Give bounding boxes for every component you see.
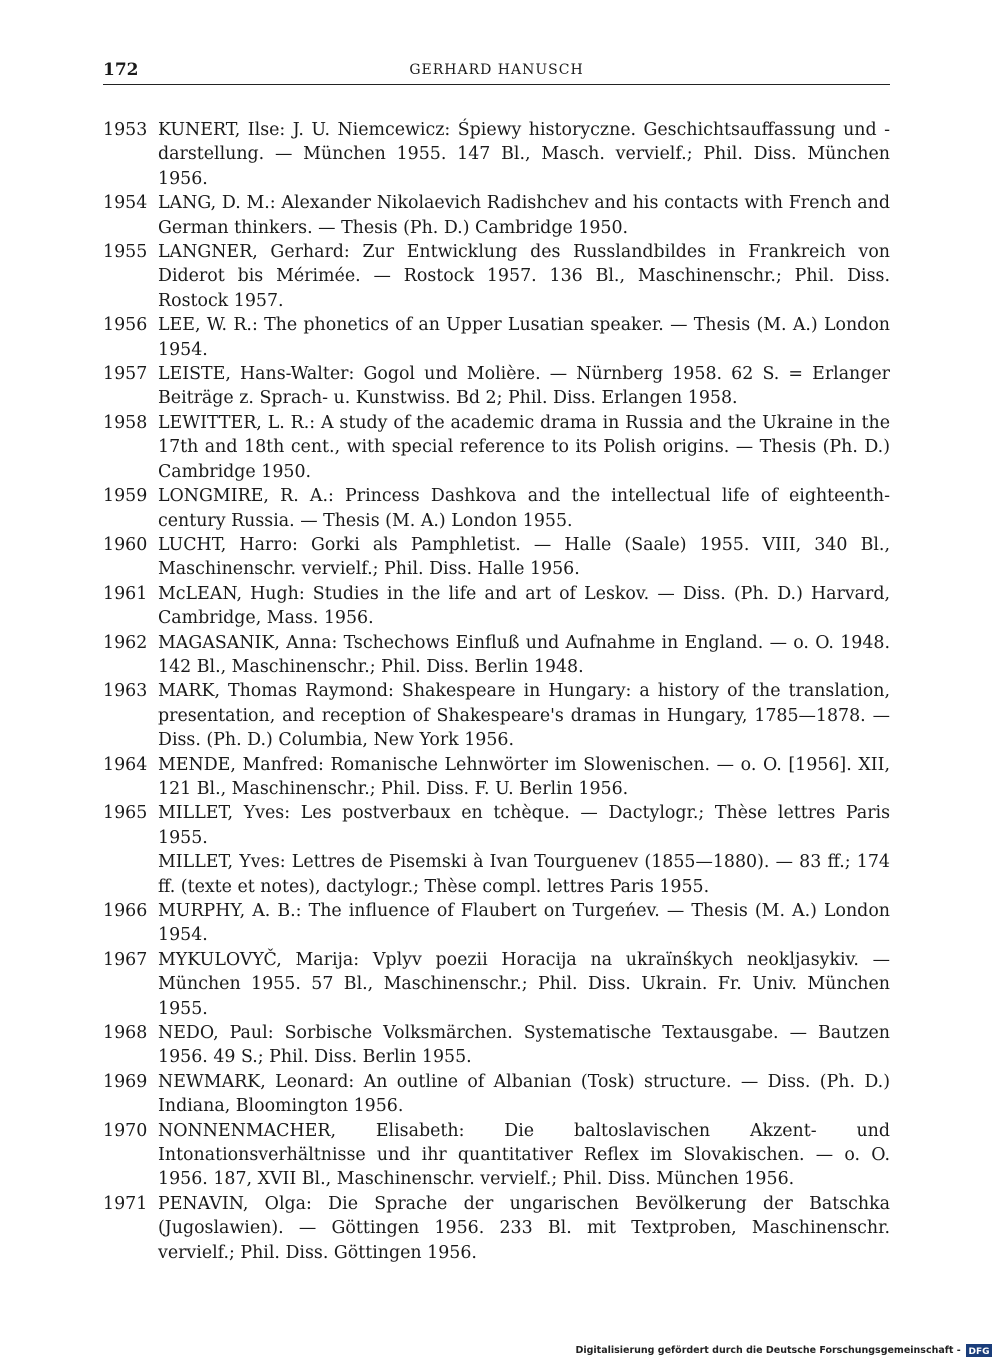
bibliography-entry — [103, 484, 890, 533]
bibliography-entry — [103, 948, 890, 1021]
entry-number: 1966 — [103, 901, 148, 921]
footer-credit — [575, 1344, 992, 1357]
bibliography-entry — [103, 533, 890, 582]
entry-text: LANG, D. M.: Alexander Nikolaevich Radishchev and his contacts with French and German thinkers. — Thesis (Ph. D.) Cambridge 1950. — [158, 193, 890, 238]
entry-number: 1971 — [103, 1193, 148, 1214]
bibliography-entry — [103, 1070, 890, 1119]
entry-number: 1968 — [103, 1023, 148, 1044]
entry-number: 1965 — [103, 803, 148, 824]
page-number: 172 — [103, 60, 139, 80]
entry-number: 1956 — [103, 315, 148, 336]
entry-text: PENAVIN, Olga: Die Sprache der ungarischen Bevölkerung der Batschka (Jugoslawien). — Göttingen 1956. 233 Bl. mit Textproben, Maschinenschr. vervielf.; Phil. Diss. Göttingen 1956. — [158, 1193, 890, 1263]
entry-text: MAGASANIK, Anna: Tschechows Einfluß und Aufnahme in England. — o. O. 1948. 142 Bl., Maschinenschr.; Phil. Diss. Berlin 1948. — [158, 632, 890, 677]
entry-number: 1969 — [103, 1071, 148, 1092]
entry-text: MURPHY, A. B.: The influence of Flaubert on Turgeńev. — Thesis (M. A.) London 1954. — [158, 901, 890, 946]
entry-text: McLEAN, Hugh: Studies in the life and art of Leskov. — Diss. (Ph. D.) Harvard, Cambridge, Mass. 1956. — [158, 583, 890, 629]
bibliography-entry — [103, 753, 890, 802]
running-title: GERHARD HANUSCH — [409, 62, 584, 78]
entry-text: LANGNER, Gerhard: Zur Entwicklung des Russlandbildes in Frankreich von Diderot bis Mérimée. — Rostock 1957. 136 Bl., Maschinenschr.; Phil. Diss. Rostock 1957. — [158, 242, 890, 311]
entry-text: LUCHT, Harro: Gorki als Pamphletist. — Halle (Saale) 1955. VIII, 340 Bl., Maschinenschr. vervielf.; Phil. Diss. Halle 1956. — [158, 534, 890, 580]
bibliography-entry — [103, 679, 890, 752]
dfg-logo-icon — [966, 1344, 992, 1357]
bibliography-entry — [103, 899, 890, 948]
bibliography-entry — [103, 631, 890, 680]
entry-text: MENDE, Manfred: Romanische Lehnwörter im Slowenischen. — o. O. [1956]. XII, 121 Bl., Maschinenschr.; Phil. Diss. F. U. Berlin 1956. — [158, 754, 890, 799]
bibliography-entry — [103, 118, 890, 191]
bibliography-entry — [103, 411, 890, 484]
bibliography-entry — [103, 801, 890, 899]
entry-text: MILLET, Yves: Les postverbaux en tchèque. — Dactylogr.; Thèse lettres Paris 1955. — [158, 803, 890, 848]
bibliography-entry — [103, 582, 890, 631]
bibliography-entry — [103, 1021, 890, 1070]
entry-number: 1959 — [103, 486, 148, 507]
footer-text: Digitalisierung gefördert durch die Deutsche Forschungsgemeinschaft - — [575, 1345, 961, 1356]
entry-number: 1970 — [103, 1120, 148, 1141]
entry-text: NEDO, Paul: Sorbische Volksmärchen. Systematische Textausgabe. — Bautzen 1956. 49 S.; Phil. Diss. Berlin 1955. — [158, 1023, 890, 1068]
bibliography-entry — [103, 362, 890, 411]
entry-number: 1967 — [103, 949, 148, 970]
bibliography-entry — [103, 1119, 890, 1192]
bibliography-entry — [103, 240, 890, 313]
entry-number: 1961 — [103, 583, 148, 604]
header-rule — [103, 84, 890, 85]
entry-text: LEISTE, Hans-Walter: Gogol und Molière. — Nürnberg 1958. 62 S. = Erlanger Beiträge z. Sprach- u. Kunstwiss. Bd 2; Phil. Diss. Erlangen 1958. — [158, 364, 890, 409]
entry-number: 1955 — [103, 242, 148, 263]
entry-number: 1953 — [103, 120, 148, 140]
bibliography-entry — [103, 191, 890, 240]
entry-text: LEWITTER, L. R.: A study of the academic drama in Russia and the Ukraine in the 17th and 18th cent., with special reference to its Polish origins. — Thesis (Ph. D.) Cambridge 1950. — [158, 412, 890, 482]
entry-number: 1964 — [103, 754, 148, 775]
entry-text: LEE, W. R.: The phonetics of an Upper Lusatian speaker. — Thesis (M. A.) London 1954. — [158, 315, 890, 360]
entry-number: 1957 — [103, 364, 148, 385]
bibliography-list — [103, 118, 890, 1265]
entry-text: MYKULOVYČ, Marija: Vplyv poezii Horacija na ukraïnśkych neokljasykiv. — München 1955. 57 Bl., Maschinenschr.; Phil. Diss. Ukrain. Fr. Univ. München 1955. — [158, 949, 890, 1019]
page-header — [103, 60, 890, 86]
entry-text: KUNERT, Ilse: J. U. Niemcewicz: Śpiewy historyczne. Geschichtsauffassung und -darstellung. — München 1955. 147 Bl., Masch. vervielf.; Phil. Diss. München 1956. — [158, 120, 890, 189]
entry-text: NEWMARK, Leonard: An outline of Albanian (Tosk) structure. — Diss. (Ph. D.) Indiana, Bloomington 1956. — [158, 1071, 890, 1117]
entry-text: NONNENMACHER, Elisabeth: Die baltoslavischen Akzent- und Intonationsverhältnisse und ihr quantitativer Reflex im Slovakischen. — o. O. 1956. 187, XVII Bl., Maschinenschr. vervielf.; Phil. Diss. München 1956. — [158, 1120, 890, 1190]
bibliography-entry — [103, 1192, 890, 1265]
entry-text: LONGMIRE, R. A.: Princess Dashkova and the intellectual life of eighteenth-century Russia. — Thesis (M. A.) London 1955. — [158, 486, 890, 531]
entry-number: 1954 — [103, 193, 148, 214]
entry-number: 1962 — [103, 632, 148, 653]
bibliography-entry — [103, 313, 890, 362]
entry-number: 1963 — [103, 681, 148, 702]
entry-number: 1960 — [103, 534, 148, 555]
entry-text: MILLET, Yves: Lettres de Pisemski à Ivan Tourguenev (1855—1880). — 83 ff.; 174 ff. (texte et notes), dactylogr.; Thèse compl. lettres Paris 1955. — [158, 852, 890, 897]
entry-number: 1958 — [103, 412, 148, 433]
entry-text: MARK, Thomas Raymond: Shakespeare in Hungary: a history of the translation, presentation, and reception of Shakespeare's dramas in Hungary, 1785—1878. — Diss. (Ph. D.) Columbia, New York 1956. — [158, 681, 890, 751]
dfg-logo-text: DFG — [968, 1347, 990, 1357]
